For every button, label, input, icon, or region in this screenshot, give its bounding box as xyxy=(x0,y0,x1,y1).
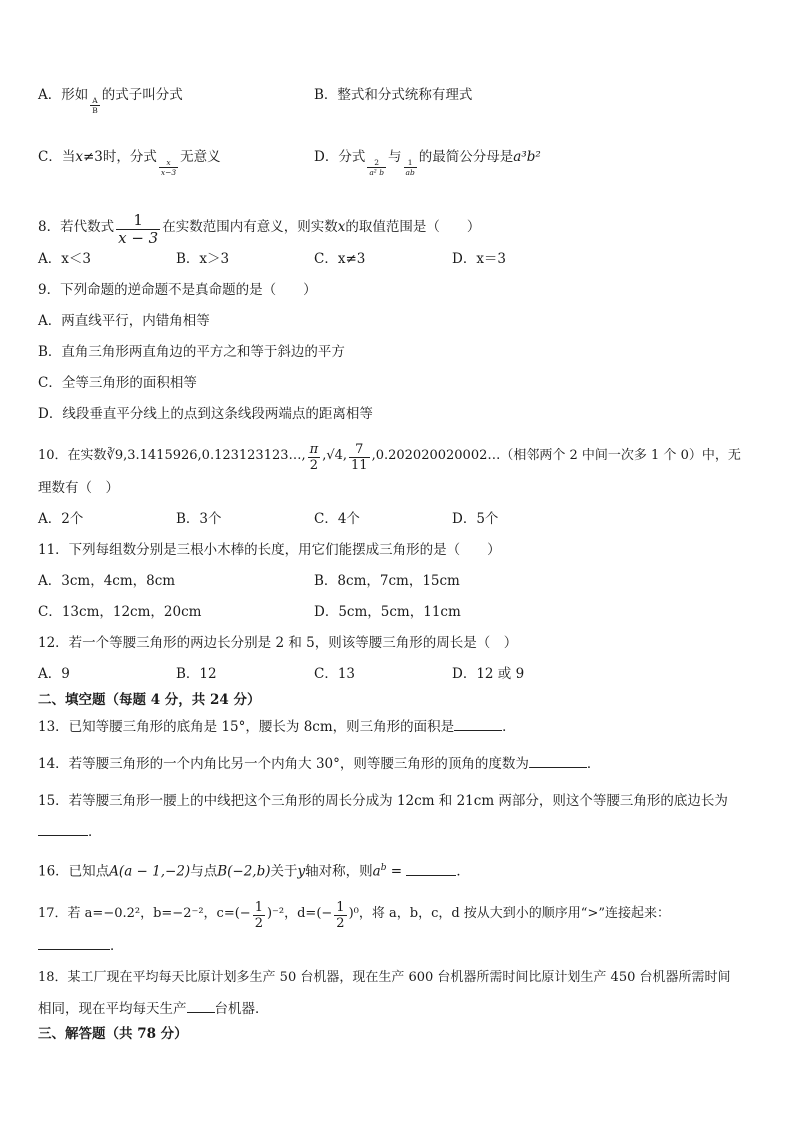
q9-option-a: A．两直线平行，内错角相等 xyxy=(38,313,210,329)
fraction-a-over-b xyxy=(90,96,100,115)
q7-option-c xyxy=(38,148,221,177)
frac-den: B xyxy=(92,106,98,115)
option-d-tail: 的最简公分母是 xyxy=(418,149,514,165)
option-d-mid: 与 xyxy=(388,149,402,165)
fraction-1-over-x-minus-3 xyxy=(116,212,160,247)
q14-end: ． xyxy=(586,756,601,772)
section-2-heading: 二、填空题（每题 4 分，共 24 分） xyxy=(38,692,261,708)
q9-option-b: B．直角三角形两直角边的平方之和等于斜边的平方 xyxy=(38,344,345,360)
frac-den: x − 3 xyxy=(118,229,159,247)
frac-den: 2 xyxy=(336,916,345,931)
q17-end: ． xyxy=(110,938,124,954)
option-d-pre: D．分式 xyxy=(314,149,366,165)
q11-option-c: C．13cm，12cm，20cm xyxy=(38,604,202,620)
fraction-half xyxy=(253,900,265,931)
answer-blank xyxy=(187,1000,215,1013)
option-c-cond: ≠3时，分式 xyxy=(82,149,157,165)
q12-option-d: D．12 或 9 xyxy=(452,666,525,682)
q8-option-b: B．x＞3 xyxy=(176,251,230,267)
q8-option-c: C．x≠3 xyxy=(314,251,366,267)
frac-num: 1 xyxy=(407,158,413,167)
q16-end: ． xyxy=(456,863,470,880)
q7-option-a xyxy=(38,86,183,115)
q9-option-c: C．全等三角形的面积相等 xyxy=(38,375,197,391)
power-exponent: b xyxy=(380,863,387,873)
q12-stem: 12．若一个等腰三角形的两边长分别是 2 和 5，则该等腰三角形的周长是（ ） xyxy=(38,635,518,651)
answer-blank xyxy=(529,755,587,768)
q16-post: 关于 xyxy=(270,863,298,880)
q17 xyxy=(38,900,670,931)
q8-option-d: D．x＝3 xyxy=(452,251,507,267)
q13-end: ． xyxy=(502,719,516,735)
q12-option-a: A．9 xyxy=(38,666,70,682)
q18-line2 xyxy=(38,1000,269,1018)
q10-pre: 10．在实数 xyxy=(38,448,107,463)
q10-option-a: A．2个 xyxy=(38,511,84,527)
q8-stem-post: 在实数范围内有意义，则实数 xyxy=(162,219,338,235)
fraction-half-2 xyxy=(334,900,346,931)
q18-line1: 18．某工厂现在平均每天比原计划多生产 50 台机器，现在生产 600 台机器所需时间比原计划生产 450 台机器所需时间 xyxy=(38,970,731,985)
q14 xyxy=(38,755,600,773)
option-a-tail: 的式子叫分式 xyxy=(101,87,183,103)
q8-stem-pre: 8．若代数式 xyxy=(38,219,115,235)
q7-option-d xyxy=(314,148,541,177)
frac-num: 7 xyxy=(355,442,364,457)
frac-den: 2 xyxy=(254,916,263,931)
q10-stem xyxy=(38,442,741,473)
sqrt-4: ,√4, xyxy=(322,448,348,463)
answer-blank xyxy=(38,823,88,836)
q10-option-b: B．3个 xyxy=(176,511,222,527)
q8-var: x xyxy=(337,219,346,235)
point-b: B(−2,b) xyxy=(217,863,271,880)
cube-root-9: ∛9 xyxy=(106,448,124,463)
q8-stem xyxy=(38,212,480,247)
q8-stem-end: 的取值范围是（ ） xyxy=(345,219,481,235)
axis-y: y xyxy=(297,863,306,880)
frac-num: 2 xyxy=(374,158,380,167)
power-base: a xyxy=(372,863,381,880)
q10-tail: ,0.202020020002…（相邻两个 2 中间一次多 1 个 0）中，无 xyxy=(371,448,741,463)
q10-line2: 理数有（ ） xyxy=(38,480,119,496)
q16-pre: 16．已知点 xyxy=(38,863,110,880)
frac-num: x xyxy=(166,158,171,167)
frac-num: π xyxy=(309,442,319,457)
q17-pre: 17．若 a=−0.2²，b=−2⁻²，c=(− xyxy=(38,906,251,921)
q18-post: 台机器． xyxy=(214,1001,269,1017)
answer-blank xyxy=(454,718,502,731)
option-d-answer: a³b² xyxy=(513,149,541,165)
q14-text: 14．若等腰三角形的一个内角比另一个内角大 30°，则等腰三角形的顶角的度数为 xyxy=(38,756,529,772)
fraction-pi-over-2 xyxy=(308,442,321,473)
q17-line2 xyxy=(38,937,124,955)
q9-stem: 9．下列命题的逆命题不是真命题的是（ ） xyxy=(38,282,317,298)
q15-line1: 15．若等腰三角形一腰上的中线把这个三角形的周长分成为 12cm 和 21cm 两部分，则这个等腰三角形的底边长为 xyxy=(38,793,728,809)
frac-num: 1 xyxy=(133,211,143,229)
q16 xyxy=(38,859,470,881)
q13-text: 13．已知等腰三角形的底角是 15°，腰长为 8cm，则三角形的面积是 xyxy=(38,719,455,735)
fraction-1-over-ab xyxy=(404,158,417,177)
q17-mid: )⁻²，d=(− xyxy=(266,906,333,921)
q12-option-b: B．12 xyxy=(176,666,217,682)
fraction-7-over-11 xyxy=(349,442,370,473)
q11-stem: 11．下列每组数分别是三根小木棒的长度，用它们能摆成三角形的是（ ） xyxy=(38,542,501,558)
q8-option-a: A．x＜3 xyxy=(38,251,91,267)
q10-option-c: C．4个 xyxy=(314,511,360,527)
q16-mid: 与点 xyxy=(190,863,218,880)
q15-end: ． xyxy=(88,824,102,840)
q18-pre: 相同，现在平均每天生产 xyxy=(38,1001,187,1017)
q16-post2: 轴对称，则 xyxy=(305,863,373,880)
equals-sign: = xyxy=(386,863,407,880)
q13 xyxy=(38,718,516,736)
fraction-2-over-a2b xyxy=(367,158,386,177)
section-3-heading: 三、解答题（共 78 分） xyxy=(38,1026,188,1042)
frac-den: 2 xyxy=(308,457,321,473)
q10-option-d: D．5个 xyxy=(452,511,499,527)
q11-option-d: D．5cm，5cm，11cm xyxy=(314,604,461,620)
frac-num: A xyxy=(92,96,98,105)
q17-tail: )⁰，将 a，b，c，d 按从大到小的顺序用“>”连接起来： xyxy=(348,906,670,921)
frac-den: x−3 xyxy=(160,168,177,177)
frac-num: 1 xyxy=(254,900,263,915)
frac-den: a² b xyxy=(369,168,384,177)
q11-option-a: A．3cm，4cm，8cm xyxy=(38,573,176,589)
option-c-var: x xyxy=(75,149,83,165)
q15-line2 xyxy=(38,823,102,841)
option-c-pre: C．当 xyxy=(38,149,76,165)
q10-numbers: ,3.1415926,0.123123123…, xyxy=(123,448,306,463)
point-a: A(a − 1,−2) xyxy=(109,863,191,880)
q7-option-b: B．整式和分式统称有理式 xyxy=(314,87,473,103)
q12-option-c: C．13 xyxy=(314,666,356,682)
q9-option-d: D．线段垂直平分线上的点到这条线段两端点的距离相等 xyxy=(38,406,373,422)
q11-option-b: B．8cm，7cm，15cm xyxy=(314,573,460,589)
frac-num: 1 xyxy=(336,900,345,915)
option-a-label: A．形如 xyxy=(38,87,89,103)
option-c-tail: 无意义 xyxy=(180,149,221,165)
answer-blank xyxy=(38,937,110,950)
frac-den: ab xyxy=(405,168,415,177)
frac-den: 11 xyxy=(351,458,368,473)
fraction-x-over-x-minus-3 xyxy=(159,158,178,177)
answer-blank xyxy=(406,863,456,876)
